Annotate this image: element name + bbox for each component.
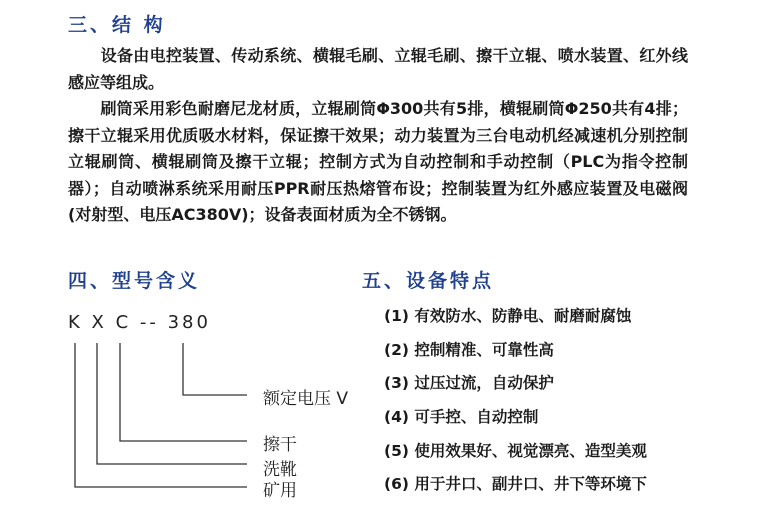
model-code: K X C -- 380	[68, 312, 211, 333]
bracket-line-voltage	[183, 343, 247, 395]
section-model-title: 四、型号含义	[68, 270, 201, 292]
feature-item: (4) 可手控、自动控制	[384, 408, 539, 427]
feature-item: (6) 用于井口、副井口、井下等环境下	[384, 475, 647, 494]
label-wipe: 擦干	[263, 435, 297, 455]
label-mining: 矿用	[263, 481, 297, 501]
structure-paragraph-1: 设备由电控装置、传动系统、横辊毛刷、立辊毛刷、擦干立辊、喷水装置、红外线感应等组成。	[68, 46, 688, 92]
feature-item: (2) 控制精准、可靠性高	[384, 340, 554, 359]
feature-item: (1) 有效防水、防静电、耐磨耐腐蚀	[384, 307, 632, 325]
feature-item: (3) 过压过流，自动保护	[384, 374, 554, 393]
feature-item: (5) 使用效果好、视觉漂亮、造型美观	[384, 441, 647, 460]
label-rated-voltage: 额定电压 V	[263, 389, 349, 409]
features-list	[384, 304, 647, 506]
bracket-line-mine	[75, 343, 247, 487]
section-structure-title: 三、结 构	[68, 14, 166, 36]
section-features-title: 五、设备特点	[362, 270, 495, 292]
label-wash-boots: 洗靴	[263, 460, 297, 480]
structure-paragraph-2: 刷筒采用彩色耐磨尼龙材质，立辊刷筒Φ300共有5排，横辊刷筒Φ250共有4排；擦干立辊采用优质吸水材料，保证擦干效果；动力装置为三台电动机经减速机分别控制立辊刷筒、横辊刷筒及擦干立辊；控制方式为自动控制和手动控制（PLC为指令控制器）；自动喷淋系统采用耐压PPR耐压热熔管布设；控制装置为红外感应装置及电磁阀(对射型、电压AC380V)；设备表面材质为全不锈钢。	[68, 99, 688, 224]
